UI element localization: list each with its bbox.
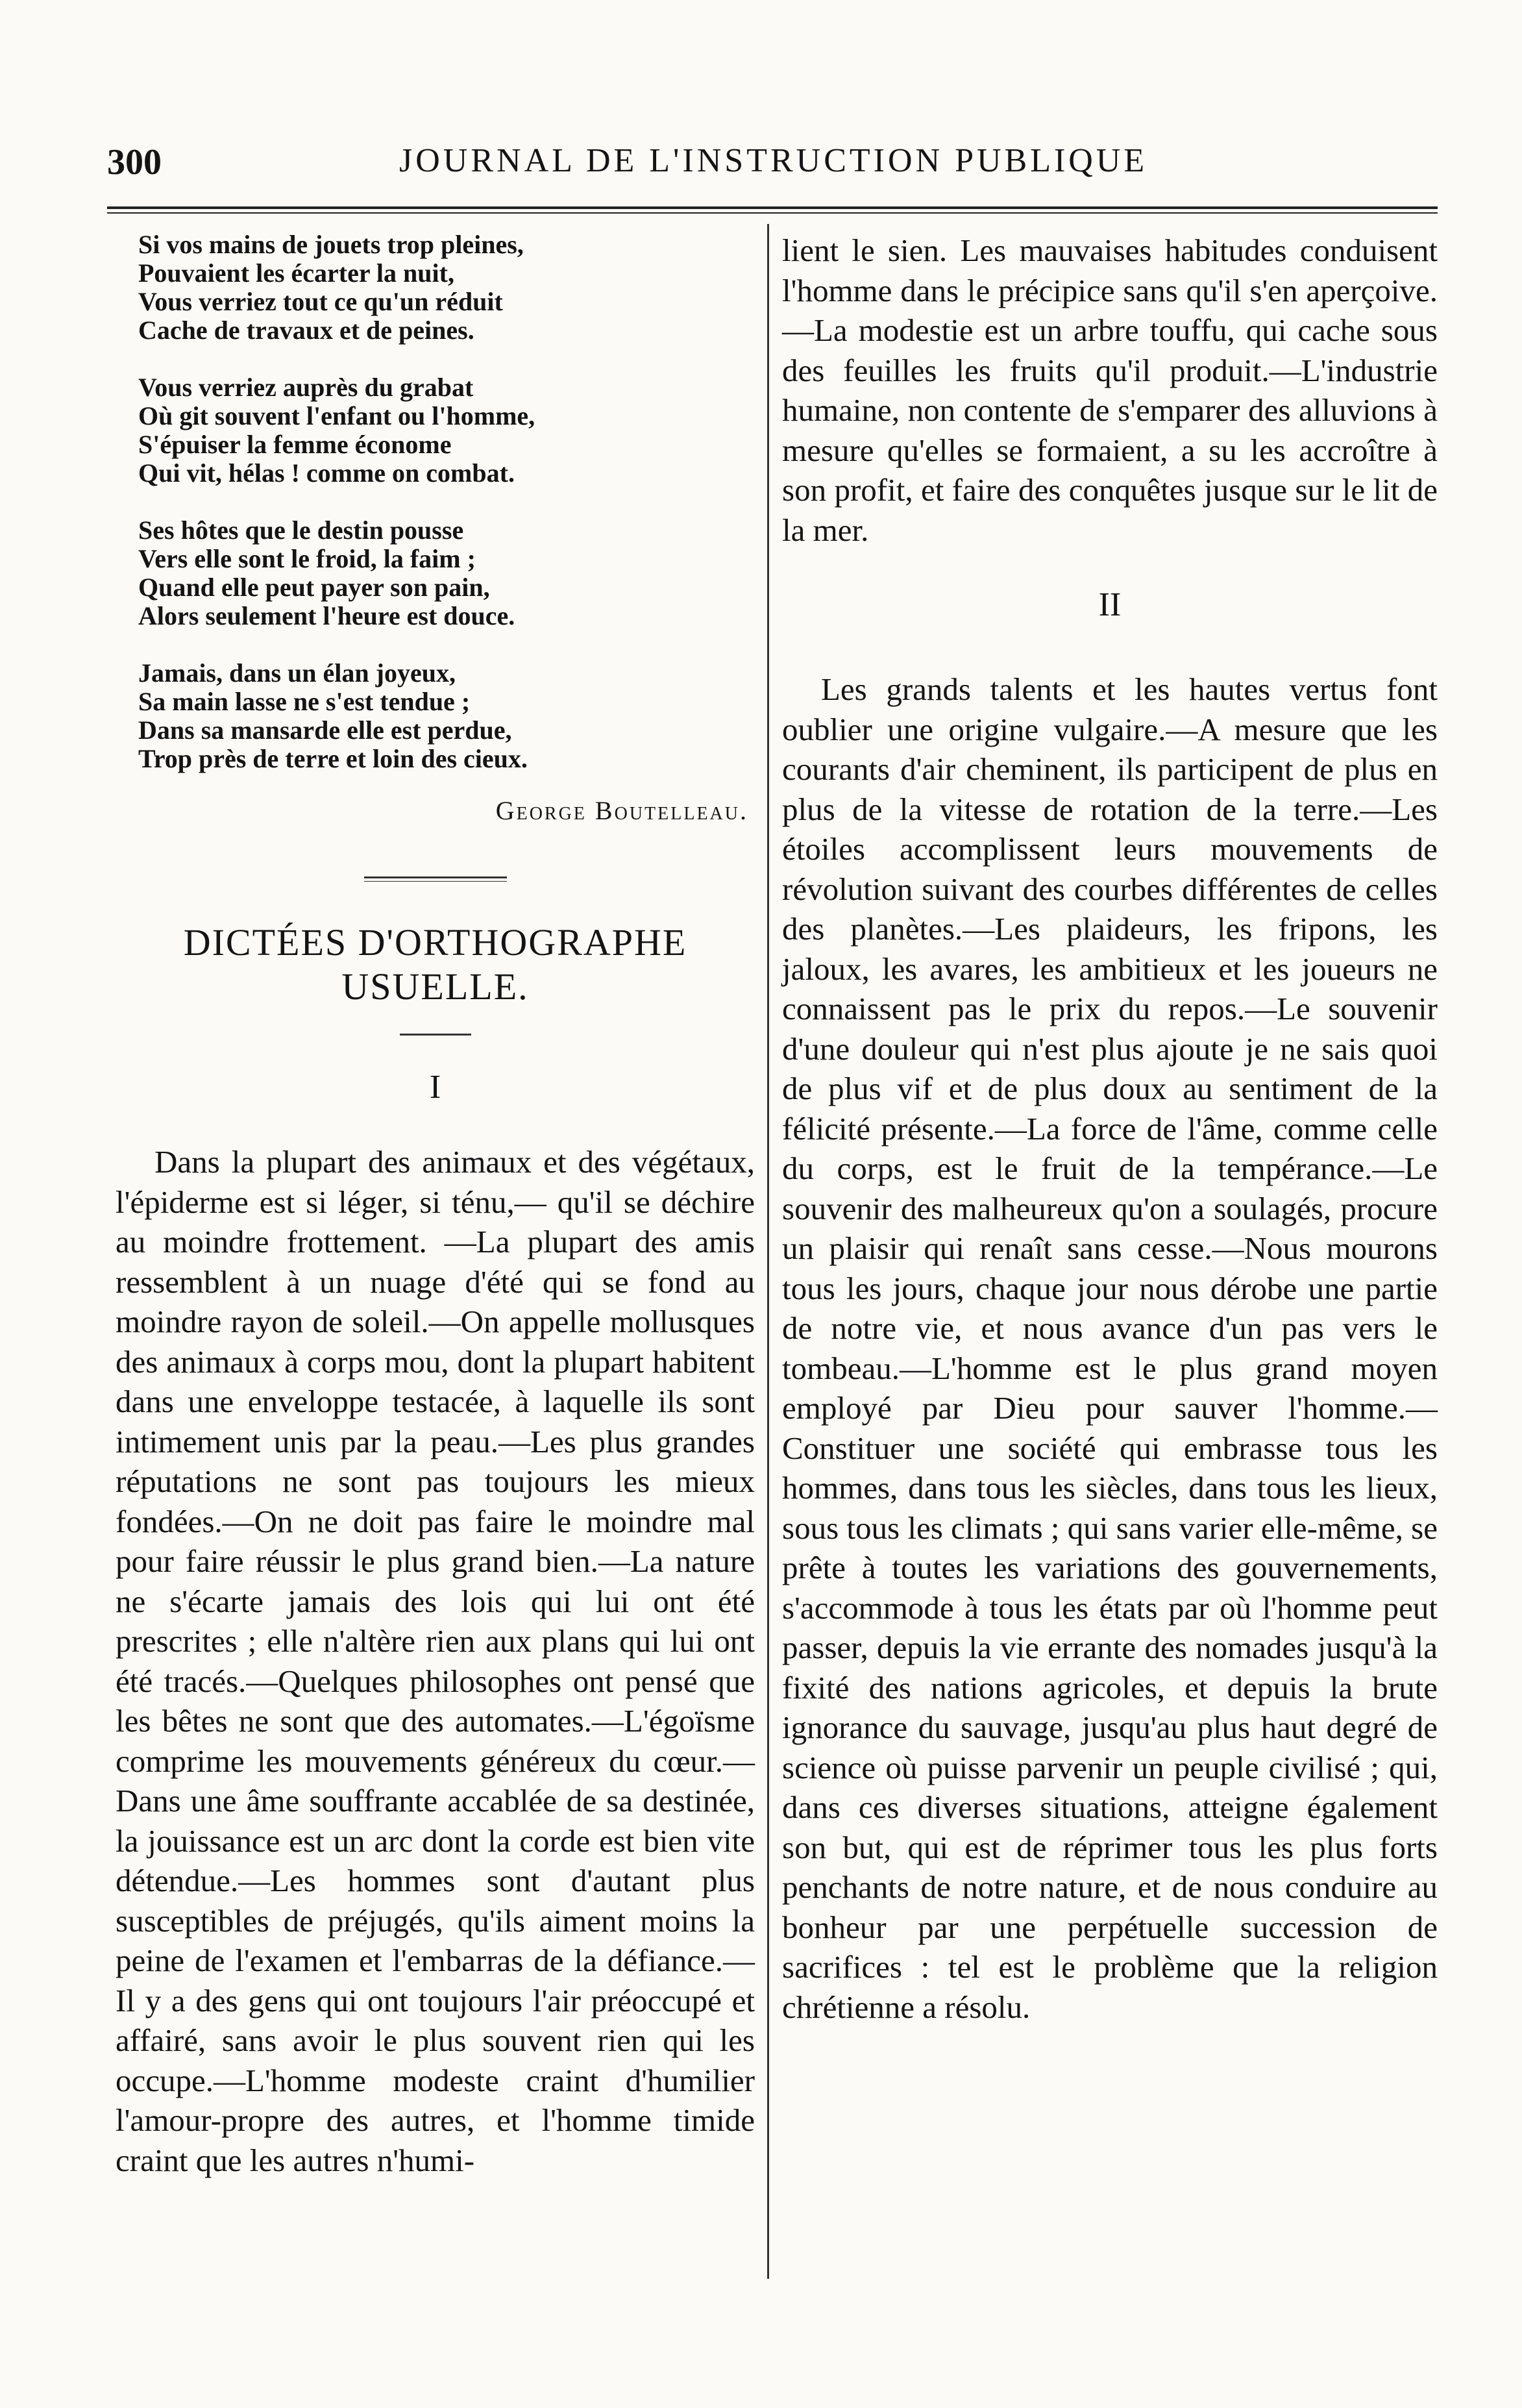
poem-stanza-1 [138,230,755,345]
poem-line: Dans sa mansarde elle est perdue, [138,715,512,745]
part-2-numeral: II [1098,586,1122,623]
title-underline [400,1034,471,1036]
poem-author: George Boutelleau. [495,796,748,825]
running-title: JOURNAL DE L'INSTRUCTION PUBLIQUE [399,142,1148,179]
part-1-text: Dans la plupart des animaux et des végétaux, l'épiderme est si léger, si ténu,— qu'il se déchire au moindre frottement. —La plupart des amis ressemblent à un nuage d'été qui se fond au moindre rayon de soleil.—On appelle mollusques des animaux à corps mou, dont la plupart habitent dans une enveloppe testacée, à laquelle ils sont intimement unis par la peau.—Les plus grandes réputations ne sont pas toujours les mieux fondées.—On ne doit pas faire le moindre mal pour faire réussir le plus grand bien.—La nature ne s'écarte jamais des lois qui lui ont été prescrites ; elle n'altère rien aux plans qui lui ont été tracés.—Quelques philosophes ont pensé que les bêtes ne sont que des automates.—L'égoïsme comprime les mouvements généreux du cœur.—Dans une âme souffrante accablée de sa destinée, la jouissance est un arc dont la corde est bien vite détendue.—Les hommes sont d'autant plus susceptibles de préjugés, qu'ils aiment moins la peine de l'examen et l'embarras de la défiance.—Il y a des gens qui ont toujours l'air préoccupé et affairé, sans avoir le plus souvent rien qui les occupe.—L'homme modeste craint d'humilier l'amour-propre des autres, et l'homme timide craint que les autres n'humi- [116,1144,755,2178]
poem-line: Jamais, dans un élan joyeux, [138,658,456,688]
poem-line: Qui vit, hélas ! comme on combat. [138,458,515,488]
poem [116,230,755,773]
poem-line: Vous verriez auprès du grabat [138,373,474,402]
part-2-text: Les grands talents et les hautes vertus font oublier une origine vulgaire.—A mesure que les courants d'air cheminent, ils participent de plus en plus de la vitesse de rotation de la terre.—Les étoiles accomplissent leurs mouvements de révolution suivant des courbes différentes de celles des planètes.—Les plaideurs, les fripons, les jaloux, les avares, les ambitieux et les joueurs ne connaissent pas le prix du repos.—Le souvenir d'une douleur qui n'est plus ajoute je ne sais quoi de plus vif et de plus doux au sentiment de la félicité présente.—La force de l'âme, comme celle du corps, est le fruit de la tempérance.—Le souvenir des malheureux qu'on a soulagés, procure un plaisir qui renaît sans cesse.—Nous mourons tous les jours, chaque jour nous dérobe une partie de notre vie, et nous avance d'un pas vers le tombeau.—L'homme est le plus grand moyen employé par Dieu pour sauver l'homme.—Constituer une société qui embrasse tous les hommes, dans tous les siècles, dans tous les lieux, sous tous les climats ; qui sans varier elle-même, se prête à toutes les variations des gouvernements, s'accommode à tous les états par où l'homme peut passer, depuis la vie errante des nomades jusqu'à la fixité des nations agricoles, et depuis la brute ignorance du sauvage, jusqu'au plus haut degré de science où puisse parvenir un peuple civilisé ; qui, dans ces diverses situations, atteigne également son but, qui est de réprimer tous les plus forts penchants de notre nature, et de nous conduire au bonheur par une perpétuelle succession de sacrifices : tel est le problème que la religion chrétienne a résolu. [782,671,1438,2025]
page-header [107,142,1438,193]
part-1-continuation: lient le sien. Les mauvaises habitudes conduisent l'homme dans le précipice sans qu'il s'en aperçoive.—La modestie est un arbre touffu, qui cache sous des feuilles les fruits qu'il produit.—L'industrie humaine, non contente de s'emparer des alluvions à mesure qu'elles se formaient, a su les accroître à son profit, et faire des conquêtes jusque sur le lit de la mer. [782,232,1438,548]
section-title: DICTÉES D'ORTHOGRAPHE USUELLE. [183,921,687,1008]
poem-line: Cache de travaux et de peines. [138,316,474,345]
poem-line: Quand elle peut payer son pain, [138,573,490,602]
poem-line: Alors seulement l'heure est douce. [138,601,515,630]
part-1-numeral: I [429,1069,441,1106]
poem-line: S'épuiser la femme économe [138,430,452,459]
column-divider [767,224,769,2279]
right-column [782,230,1438,2027]
poem-stanza-2 [138,373,755,488]
poem-line: Ses hôtes que le destin pousse [138,515,464,545]
poem-line: Vers elle sont le froid, la faim ; [138,544,476,573]
poem-stanza-3 [138,516,755,630]
poem-line: Trop près de terre et loin des cieux. [138,744,528,773]
poem-line: Si vos mains de jouets trop pleines, [138,230,524,259]
section-divider [364,876,507,882]
poem-line: Pouvaient les écarter la nuit, [138,258,454,288]
poem-line: Vous verriez tout ce qu'un réduit [138,287,503,316]
poem-stanza-4 [138,659,755,773]
poem-line: Où git souvent l'enfant ou l'homme, [138,401,535,430]
page-number: 300 [107,142,162,182]
header-rule [107,206,1438,214]
left-column [116,230,755,2180]
poem-line: Sa main lasse ne s'est tendue ; [138,687,471,716]
